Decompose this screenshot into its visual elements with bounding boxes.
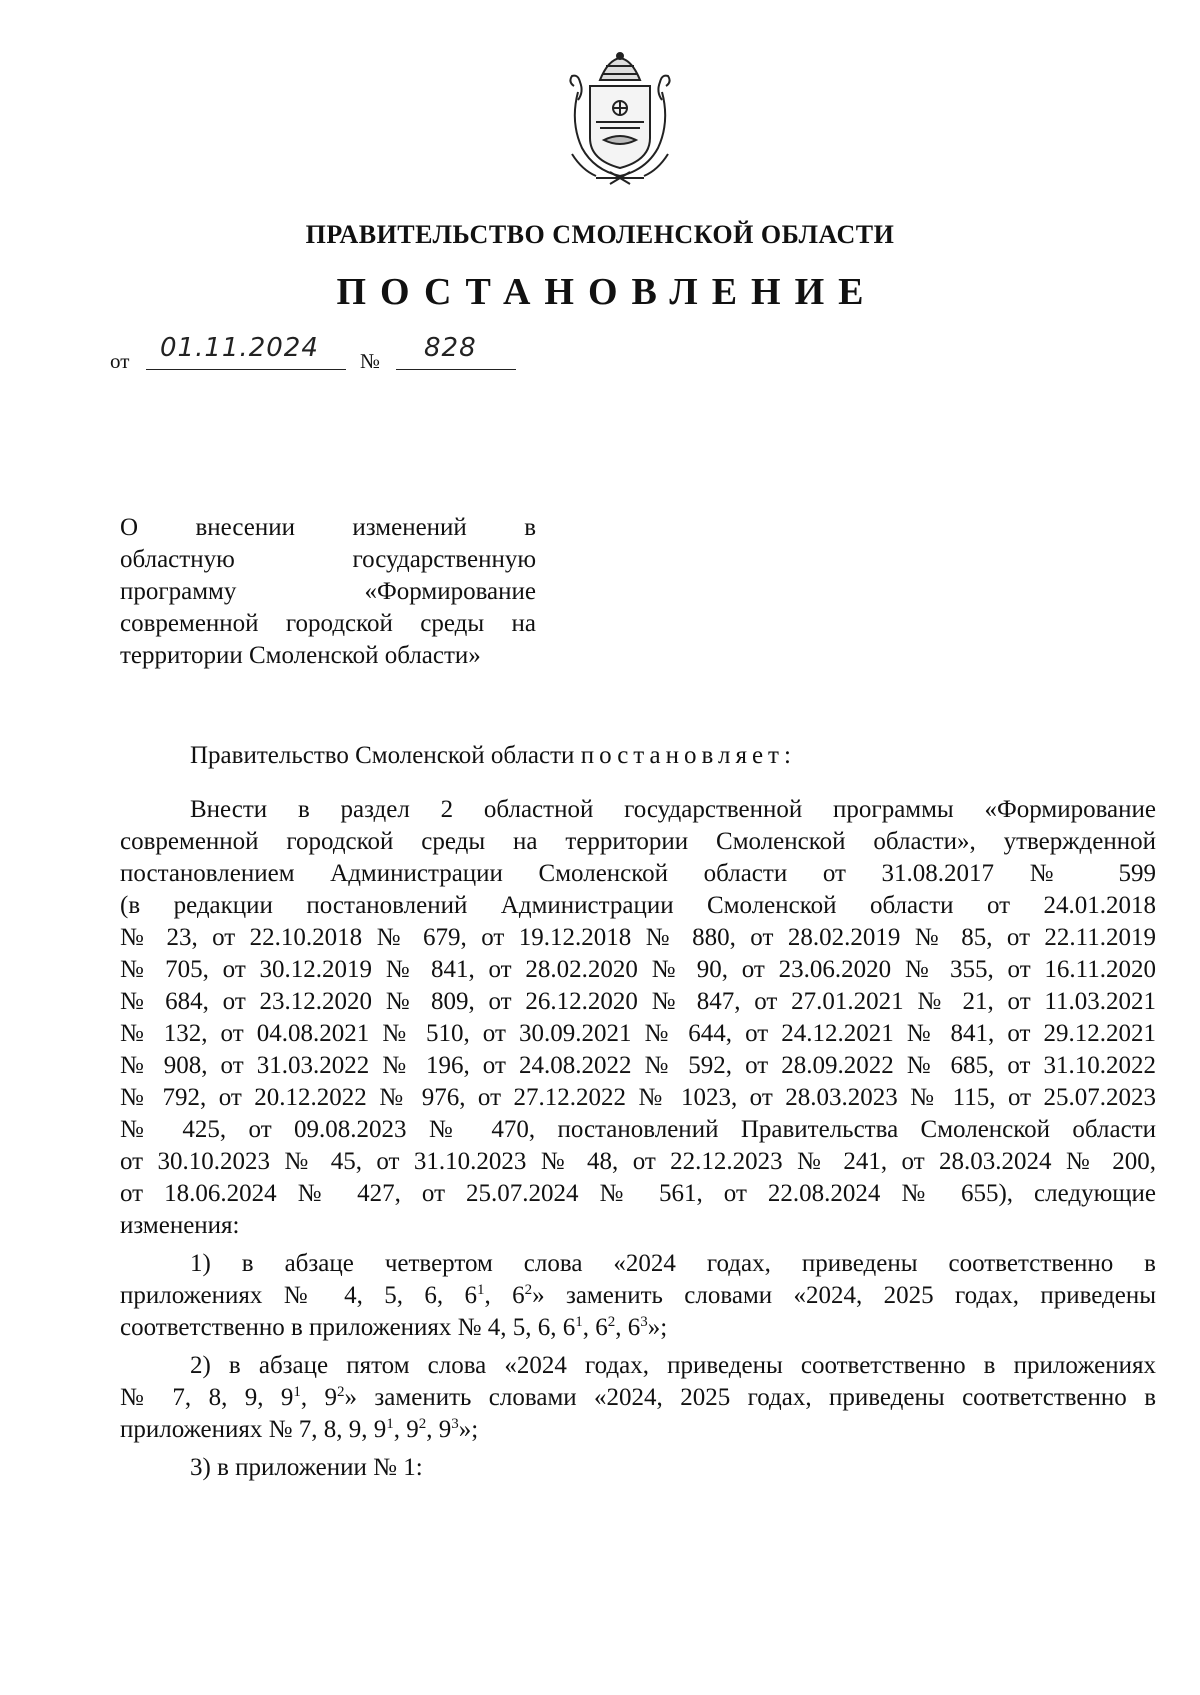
number-field	[396, 335, 516, 370]
date-value: 01.11.2024	[160, 333, 319, 363]
item-line: приложениях № 7, 8, 9, $9^1$, $9^2$, $9^3$»;	[120, 1416, 479, 1443]
subject-line: О внесении изменений в	[120, 514, 536, 541]
number-value: 828	[424, 333, 477, 363]
item-line: соответственно в приложениях № 4, 5, 6, $6^1$, $6^2$, $6^3$»;	[120, 1314, 668, 1341]
paragraph-line: современной городской среды на территории Смоленской области», утвержденной	[120, 828, 1156, 855]
paragraph-line: № 792, от 20.12.2022 № 976, от 27.12.2022 № 1023, от 28.03.2023 № 115, от 25.07.2023	[120, 1084, 1156, 1111]
amendment-item-1	[120, 1248, 1156, 1344]
document-type-title: ПОСТАНОВЛЕНИЕ	[336, 271, 878, 313]
subject-line: современной городской среды на	[120, 610, 536, 637]
subject-line: территории Смоленской области»	[120, 642, 481, 669]
main-paragraph	[120, 794, 1156, 1242]
paragraph-line: № 23, от 22.10.2018 № 679, от 19.12.2018 № 880, от 28.02.2019 № 85, от 22.11.2019	[120, 924, 1156, 951]
document-meta	[110, 335, 550, 375]
paragraph-line: № 132, от 04.08.2021 № 510, от 30.09.2021 № 644, от 24.12.2021 № 841, от 29.12.2021	[120, 1020, 1156, 1047]
item-line: № 7, 8, 9, $9^1$, $9^2$» заменить словами «2024, 2025 годах, приведены соответственно в	[120, 1384, 1156, 1411]
item-line: приложениях № 4, 5, 6, $6^1$, $6^2$» заменить словами «2024, 2025 годах, приведены	[120, 1282, 1157, 1309]
date-label: от	[110, 349, 130, 373]
date-field	[146, 335, 346, 370]
paragraph-line: Внести в раздел 2 областной государственной программы «Формирование	[190, 796, 1156, 823]
decree-verb: постановляет:	[580, 742, 796, 769]
subject-line: программу «Формирование	[120, 578, 536, 605]
item-line: 3) в приложении № 1:	[190, 1454, 423, 1481]
paragraph-line: (в редакции постановлений Администрации Смоленской области от 24.01.2018	[120, 892, 1156, 919]
item-line: 2) в абзаце пятом слова «2024 годах, приведены соответственно в приложениях	[190, 1352, 1156, 1379]
item-line: 1) в абзаце четвертом слова «2024 годах, приведены соответственно в	[190, 1250, 1156, 1277]
document-subject	[120, 512, 536, 672]
paragraph-line: № 425, от 09.08.2023 № 470, постановлений Правительства Смоленской области	[120, 1116, 1156, 1143]
amendment-item-3	[120, 1452, 1156, 1484]
subject-line: областную государственную	[120, 546, 536, 573]
paragraph-line: № 684, от 23.12.2020 № 809, от 26.12.2020 № 847, от 27.01.2021 № 21, от 11.03.2021	[120, 988, 1156, 1015]
paragraph-line: от 30.10.2023 № 45, от 31.10.2023 № 48, от 22.12.2023 № 241, от 28.03.2024 № 200,	[120, 1148, 1156, 1175]
paragraph-line: изменения:	[120, 1212, 240, 1239]
decree-lead: Правительство Смоленской области	[190, 742, 581, 769]
number-label: №	[360, 349, 381, 373]
paragraph-line: постановлением Администрации Смоленской области от 31.08.2017 № 599	[120, 860, 1156, 887]
amendment-item-2	[120, 1350, 1156, 1446]
coat-of-arms-icon	[556, 52, 684, 186]
paragraph-line: № 705, от 30.12.2019 № 841, от 28.02.2020 № 90, от 23.06.2020 № 355, от 16.11.2020	[120, 956, 1156, 983]
decree-statement	[190, 740, 796, 772]
organization-title: ПРАВИТЕЛЬСТВО СМОЛЕНСКОЙ ОБЛАСТИ	[305, 220, 895, 249]
paragraph-line: от 18.06.2024 № 427, от 25.07.2024 № 561, от 22.08.2024 № 655), следующие	[120, 1180, 1156, 1207]
paragraph-line: № 908, от 31.03.2022 № 196, от 24.08.2022 № 592, от 28.09.2022 № 685, от 31.10.2022	[120, 1052, 1156, 1079]
